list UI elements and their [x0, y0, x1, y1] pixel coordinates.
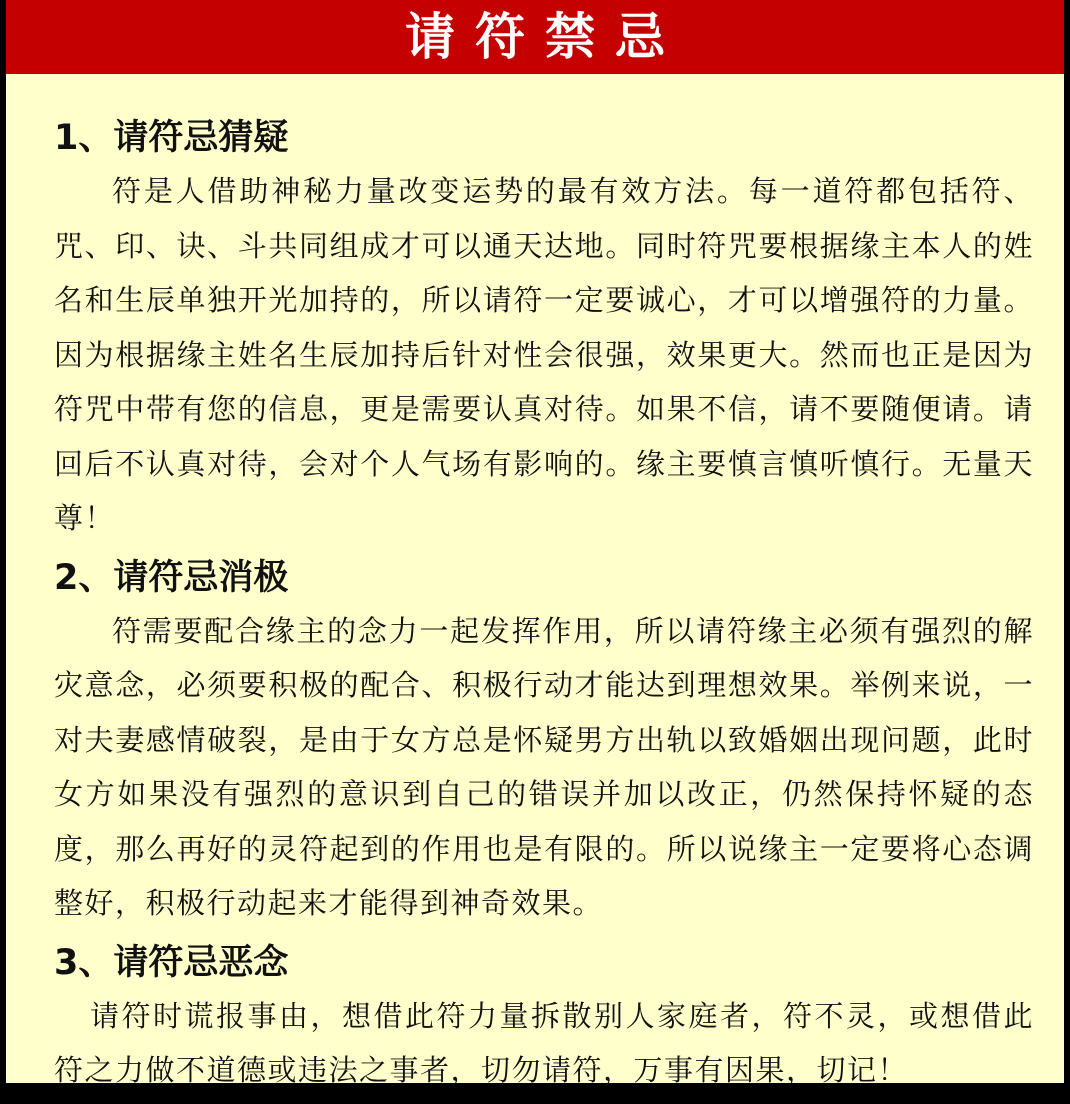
section-title-2: 2、请符忌消极	[54, 557, 289, 598]
section-title-1: 1、请符忌猜疑	[54, 118, 289, 158]
section-title-3: 3、请符忌恶念	[54, 942, 289, 983]
section-body-3: 请符时谎报事由，想借此符力量拆散别人家庭者，符不灵，或想借此符之力做不道德或违法之事者，切勿请符，万事有因果，切记！	[54, 998, 1034, 1087]
section-body-2: 符需要配合缘主的念力一起发挥作用，所以请符缘主必须有强烈的解灾意念，必须要积极的配合、积极行动才能达到理想效果。举例来说，一对夫妻感情破裂，是由于女方总是怀疑男方出轨以致婚姻出现问题，此时女方如果没有强烈的意识到自己的错误并加以改正，仍然保持怀疑的态度，那么再好的灵符起到的作用也是有限的。所以说缘主一定要将心态调整好，积极行动起来才能得到神奇效果。	[54, 613, 1034, 920]
section-body-1: 符是人借助神秘力量改变运势的最有效方法。每一道符都包括符、咒、印、诀、斗共同组成才可以通天达地。同时符咒要根据缘主本人的姓名和生辰单独开光加持的，所以请符一定要诚心，才可以增强符的力量。因为根据缘主姓名生辰加持后针对性会很强，效果更大。然而也正是因为符咒中带有您的信息，更是需要认真对待。如果不信，请不要随便请。请回后不认真对待，会对个人气场有影响的。缘主要慎言慎听慎行。无量天尊！	[54, 174, 1034, 535]
content-body	[54, 112, 1034, 1104]
page-title: 请符禁忌	[405, 8, 685, 66]
header-banner	[6, 0, 1064, 74]
content-panel	[6, 74, 1064, 1087]
